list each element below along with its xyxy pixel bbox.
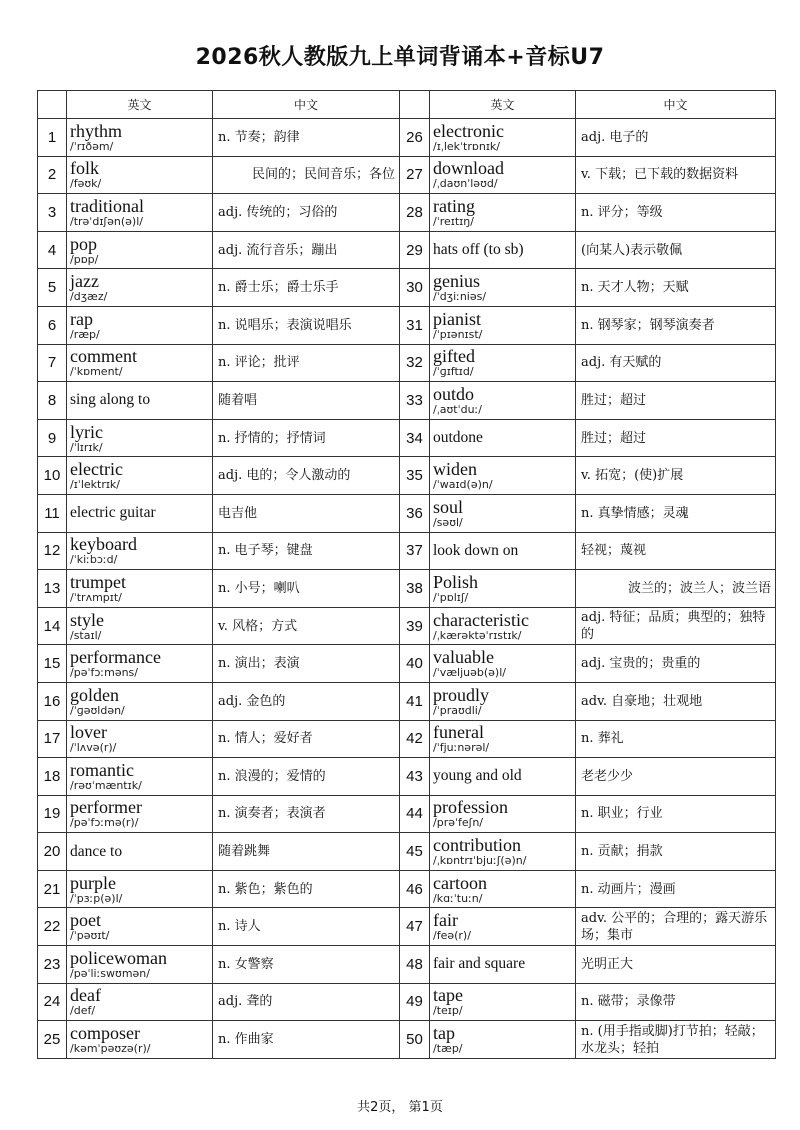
english-word: traditional <box>70 195 144 216</box>
chinese-meaning: adv. 公平的；合理的；露天游乐场；集市 <box>576 908 776 946</box>
entry-english <box>67 194 213 232</box>
english-word: look down on <box>433 541 519 559</box>
phonetic: /ˌdaʊnˈləʊd/ <box>433 177 498 191</box>
english-word: deaf <box>70 985 101 1006</box>
phonetic: /ˈɡəʊldən/ <box>70 703 125 717</box>
entry-english <box>67 607 213 645</box>
entry-english <box>67 908 213 946</box>
entry-english <box>67 645 213 683</box>
english-word: folk <box>70 158 99 179</box>
english-word: rating <box>433 195 475 216</box>
chinese-meaning: 民间的；民间音乐；各位 <box>213 156 400 194</box>
phonetic: /ˈtrʌmpɪt/ <box>70 590 122 604</box>
entry-number: 12 <box>38 532 67 570</box>
english-word: rhythm <box>70 120 122 141</box>
entry-number: 30 <box>400 269 430 307</box>
chinese-meaning: n. 评论；批评 <box>213 344 400 382</box>
english-word: gifted <box>433 346 475 367</box>
entry-number: 1 <box>38 119 67 157</box>
entry-number: 49 <box>400 983 430 1021</box>
chinese-meaning: n. 演出；表演 <box>213 645 400 683</box>
phonetic: /kəmˈpəʊzə(r)/ <box>70 1042 151 1056</box>
entry-number: 23 <box>38 946 67 984</box>
chinese-meaning: 随着唱 <box>213 382 400 420</box>
entry-number: 10 <box>38 457 67 495</box>
table-row <box>38 570 776 608</box>
entry-number: 33 <box>400 382 430 420</box>
entry-english <box>67 1021 213 1059</box>
table-row <box>38 119 776 157</box>
entry-english <box>67 457 213 495</box>
entry-number: 28 <box>400 194 430 232</box>
entry-english <box>67 570 213 608</box>
chinese-meaning: n. 动画片；漫画 <box>576 870 776 908</box>
phonetic: /səʊl/ <box>433 515 463 529</box>
entry-number: 18 <box>38 758 67 796</box>
english-word: fair <box>433 910 458 931</box>
phonetic: /ˈrɪðəm/ <box>70 139 114 153</box>
english-word: trumpet <box>70 571 126 592</box>
chinese-meaning: adj. 电的；令人激动的 <box>213 457 400 495</box>
chinese-meaning: 随着跳舞 <box>213 833 400 871</box>
english-word: performer <box>70 797 142 818</box>
english-word: poet <box>70 910 101 931</box>
entry-number: 7 <box>38 344 67 382</box>
phonetic: /dʒæz/ <box>70 290 108 304</box>
chinese-meaning: n. 诗人 <box>213 908 400 946</box>
english-word: valuable <box>433 647 494 668</box>
chinese-meaning: n. 职业；行业 <box>576 795 776 833</box>
english-word: Polish <box>433 571 479 592</box>
phonetic: /ˈpɜːp(ə)l/ <box>70 891 123 905</box>
entry-number: 47 <box>400 908 430 946</box>
table-row <box>38 532 776 570</box>
entry-number: 15 <box>38 645 67 683</box>
entry-number: 19 <box>38 795 67 833</box>
english-word: contribution <box>433 835 521 856</box>
entry-english <box>67 946 213 984</box>
chinese-meaning: adj. 流行音乐；蹦出 <box>213 231 400 269</box>
entry-number: 37 <box>400 532 430 570</box>
phonetic: /ræp/ <box>70 327 100 341</box>
entry-number: 50 <box>400 1021 430 1059</box>
entry-english <box>430 1021 576 1059</box>
chinese-meaning: n. 抒情的；抒情词 <box>213 419 400 457</box>
entry-number: 16 <box>38 682 67 720</box>
entry-english <box>430 382 576 420</box>
english-word: jazz <box>70 271 99 292</box>
table-row <box>38 682 776 720</box>
entry-english <box>67 156 213 194</box>
english-word: hats off (to sb) <box>433 241 524 259</box>
chinese-meaning: 胜过；超过 <box>576 382 776 420</box>
entry-english <box>430 532 576 570</box>
entry-english <box>430 758 576 796</box>
phonetic: /staɪl/ <box>70 628 102 642</box>
chinese-meaning: adv. 自豪地；壮观地 <box>576 682 776 720</box>
english-word: genius <box>433 271 480 292</box>
chinese-meaning: n. 贡献；捐款 <box>576 833 776 871</box>
phonetic: /kɑːˈtuːn/ <box>433 891 483 905</box>
phonetic: /prəˈfeʃn/ <box>433 816 484 830</box>
english-word: keyboard <box>70 534 137 555</box>
english-word: composer <box>70 1023 140 1044</box>
entry-english <box>430 682 576 720</box>
entry-english <box>67 983 213 1021</box>
entry-number: 35 <box>400 457 430 495</box>
entry-english <box>67 720 213 758</box>
header-en-left: 英文 <box>67 91 213 119</box>
entry-number: 3 <box>38 194 67 232</box>
entry-number: 20 <box>38 833 67 871</box>
chinese-meaning: n. 评分；等级 <box>576 194 776 232</box>
table-row <box>38 1021 776 1059</box>
chinese-meaning: 光明正大 <box>576 946 776 984</box>
entry-number: 24 <box>38 983 67 1021</box>
entry-number: 26 <box>400 119 430 157</box>
entry-english <box>67 344 213 382</box>
entry-number: 48 <box>400 946 430 984</box>
entry-english <box>430 833 576 871</box>
entry-english <box>430 570 576 608</box>
table-row <box>38 720 776 758</box>
chinese-meaning: n. 葬礼 <box>576 720 776 758</box>
table-row <box>38 983 776 1021</box>
phonetic: /ɪˈlektrɪk/ <box>70 478 121 492</box>
phonetic: /ˌkɒntrɪˈbjuːʃ(ə)n/ <box>433 854 527 868</box>
phonetic: /ˈpɒlɪʃ/ <box>433 590 469 604</box>
english-word: cartoon <box>433 872 487 893</box>
entry-english <box>67 419 213 457</box>
english-word: electric guitar <box>70 504 156 522</box>
header-num-right <box>400 91 430 119</box>
chinese-meaning: n. 小号；喇叭 <box>213 570 400 608</box>
english-word: policewoman <box>70 947 167 968</box>
chinese-meaning: 波兰的；波兰人；波兰语 <box>576 570 776 608</box>
chinese-meaning: n. 作曲家 <box>213 1021 400 1059</box>
chinese-meaning: n. 真挚情感；灵魂 <box>576 494 776 532</box>
chinese-meaning: adj. 有天赋的 <box>576 344 776 382</box>
entry-english <box>430 870 576 908</box>
vocabulary-table <box>37 90 776 1059</box>
english-word: outdone <box>433 429 483 447</box>
entry-number: 9 <box>38 419 67 457</box>
entry-english <box>430 119 576 157</box>
phonetic: /fəʊk/ <box>70 177 102 191</box>
english-word: comment <box>70 346 137 367</box>
english-word: lyric <box>70 421 103 442</box>
chinese-meaning: adj. 电子的 <box>576 119 776 157</box>
entry-english <box>430 194 576 232</box>
phonetic: /pəˈfɔːməns/ <box>70 666 138 680</box>
header-en-right: 英文 <box>430 91 576 119</box>
english-word: young and old <box>433 767 522 785</box>
chinese-meaning: n. 磁带；录像带 <box>576 983 776 1021</box>
entry-number: 22 <box>38 908 67 946</box>
entry-english <box>430 156 576 194</box>
phonetic: /ˌaʊtˈduː/ <box>433 402 482 416</box>
entry-number: 2 <box>38 156 67 194</box>
entry-number: 21 <box>38 870 67 908</box>
phonetic: /teɪp/ <box>433 1004 463 1018</box>
entry-english <box>430 645 576 683</box>
entry-english <box>67 870 213 908</box>
chinese-meaning: n. 节奏；韵律 <box>213 119 400 157</box>
chinese-meaning: n. 说唱乐；表演说唱乐 <box>213 306 400 344</box>
chinese-meaning: 胜过；超过 <box>576 419 776 457</box>
phonetic: /ɪˌlekˈtrɒnɪk/ <box>433 139 500 153</box>
entry-english <box>67 119 213 157</box>
english-word: pianist <box>433 308 481 329</box>
table-row <box>38 344 776 382</box>
phonetic: /rəʊˈmæntɪk/ <box>70 778 142 792</box>
english-word: funeral <box>433 722 484 743</box>
table-row <box>38 231 776 269</box>
page-title: 2026秋人教版九上单词背诵本+音标U7 <box>195 45 605 70</box>
chinese-meaning: n. 情人；爱好者 <box>213 720 400 758</box>
english-word: tape <box>433 985 463 1006</box>
table-row <box>38 457 776 495</box>
phonetic: /ˈkɒment/ <box>70 365 123 379</box>
entry-number: 27 <box>400 156 430 194</box>
english-word: electric <box>70 459 123 480</box>
entry-english <box>430 457 576 495</box>
page-footer: 共2页， 第1页 <box>357 1100 443 1115</box>
phonetic: /ˌkærəktəˈrɪstɪk/ <box>433 628 522 642</box>
entry-number: 39 <box>400 607 430 645</box>
table-header-row <box>38 91 776 119</box>
entry-english <box>67 758 213 796</box>
chinese-meaning: n. 演奏者；表演者 <box>213 795 400 833</box>
chinese-meaning: n. (用手指或脚)打节拍；轻敲；水龙头；轻拍 <box>576 1021 776 1059</box>
entry-number: 4 <box>38 231 67 269</box>
phonetic: /pəˈliːswʊmən/ <box>70 966 150 980</box>
english-word: purple <box>70 872 116 893</box>
entry-number: 11 <box>38 494 67 532</box>
phonetic: /pəˈfɔːmə(r)/ <box>70 816 139 830</box>
table-row <box>38 382 776 420</box>
table-row <box>38 194 776 232</box>
chinese-meaning: adj. 金色的 <box>213 682 400 720</box>
english-word: tap <box>433 1023 455 1044</box>
phonetic: /ˈfjuːnərəl/ <box>433 741 490 755</box>
chinese-meaning: 电吉他 <box>213 494 400 532</box>
entry-english <box>67 382 213 420</box>
chinese-meaning: adj. 特征；品质；典型的；独特的 <box>576 607 776 645</box>
entry-english <box>67 494 213 532</box>
phonetic: /ˈvæljuəb(ə)l/ <box>433 666 506 680</box>
table-row <box>38 833 776 871</box>
english-word: rap <box>70 308 93 329</box>
entry-english <box>67 833 213 871</box>
entry-english <box>430 269 576 307</box>
english-word: golden <box>70 684 119 705</box>
table-row <box>38 269 776 307</box>
phonetic: /pɒp/ <box>70 252 99 266</box>
table-row <box>38 946 776 984</box>
entry-number: 36 <box>400 494 430 532</box>
phonetic: /ˈdʒiːniəs/ <box>433 290 487 304</box>
header-zh-left: 中文 <box>213 91 400 119</box>
phonetic: /trəˈdɪʃən(ə)l/ <box>70 214 143 228</box>
table-row <box>38 795 776 833</box>
entry-english <box>67 532 213 570</box>
entry-number: 44 <box>400 795 430 833</box>
english-word: electronic <box>433 120 504 141</box>
entry-english <box>430 494 576 532</box>
entry-number: 45 <box>400 833 430 871</box>
english-word: romantic <box>70 759 134 780</box>
entry-english <box>430 720 576 758</box>
table-row <box>38 306 776 344</box>
entry-number: 14 <box>38 607 67 645</box>
english-word: lover <box>70 722 107 743</box>
chinese-meaning: v. 拓宽；(使)扩展 <box>576 457 776 495</box>
table-row <box>38 645 776 683</box>
entry-number: 32 <box>400 344 430 382</box>
entry-english <box>430 908 576 946</box>
entry-english <box>67 269 213 307</box>
phonetic: /ˈlʌvə(r)/ <box>70 741 117 755</box>
entry-number: 43 <box>400 758 430 796</box>
entry-number: 34 <box>400 419 430 457</box>
chinese-meaning: n. 女警察 <box>213 946 400 984</box>
english-word: download <box>433 158 504 179</box>
chinese-meaning: n. 紫色；紫色的 <box>213 870 400 908</box>
entry-number: 46 <box>400 870 430 908</box>
entry-number: 42 <box>400 720 430 758</box>
phonetic: /ˈkiːbɔːd/ <box>70 553 118 567</box>
phonetic: /ˈpɪənɪst/ <box>433 327 483 341</box>
chinese-meaning: adj. 传统的；习俗的 <box>213 194 400 232</box>
entry-number: 17 <box>38 720 67 758</box>
table-row <box>38 156 776 194</box>
table-row <box>38 908 776 946</box>
chinese-meaning: (向某人)表示敬佩 <box>576 231 776 269</box>
phonetic: /ˈlɪrɪk/ <box>70 440 103 454</box>
entry-english <box>430 795 576 833</box>
english-word: widen <box>433 459 477 480</box>
entry-number: 5 <box>38 269 67 307</box>
entry-number: 40 <box>400 645 430 683</box>
chinese-meaning: n. 浪漫的；爱情的 <box>213 758 400 796</box>
chinese-meaning: n. 爵士乐；爵士乐手 <box>213 269 400 307</box>
phonetic: /ˈpraʊdli/ <box>433 703 482 717</box>
entry-number: 8 <box>38 382 67 420</box>
table-row <box>38 758 776 796</box>
phonetic: /ˈreɪtɪŋ/ <box>433 214 474 228</box>
entry-number: 38 <box>400 570 430 608</box>
chinese-meaning: n. 天才人物；天赋 <box>576 269 776 307</box>
phonetic: /def/ <box>70 1004 96 1018</box>
chinese-meaning: n. 电子琴；键盘 <box>213 532 400 570</box>
phonetic: /tæp/ <box>433 1042 463 1056</box>
english-word: fair and square <box>433 955 526 973</box>
english-word: profession <box>433 797 508 818</box>
header-num-left <box>38 91 67 119</box>
phonetic: /ˈpəʊɪt/ <box>70 929 110 943</box>
chinese-meaning: v. 风格；方式 <box>213 607 400 645</box>
phonetic: /ˈwaɪd(ə)n/ <box>433 478 493 492</box>
entry-english <box>430 983 576 1021</box>
english-word: proudly <box>433 684 489 705</box>
entry-number: 6 <box>38 306 67 344</box>
chinese-meaning: adj. 聋的 <box>213 983 400 1021</box>
table-row <box>38 494 776 532</box>
entry-english <box>67 231 213 269</box>
table-row <box>38 870 776 908</box>
entry-english <box>67 306 213 344</box>
entry-number: 41 <box>400 682 430 720</box>
table-row <box>38 419 776 457</box>
table-row <box>38 607 776 645</box>
entry-english <box>430 946 576 984</box>
entry-english <box>67 795 213 833</box>
english-word: outdo <box>433 383 475 404</box>
chinese-meaning: n. 钢琴家；钢琴演奏者 <box>576 306 776 344</box>
english-word: pop <box>70 233 97 254</box>
entry-english <box>430 231 576 269</box>
header-zh-right: 中文 <box>576 91 776 119</box>
chinese-meaning: 轻视；蔑视 <box>576 532 776 570</box>
entry-english <box>430 607 576 645</box>
entry-english <box>430 306 576 344</box>
chinese-meaning: adj. 宝贵的；贵重的 <box>576 645 776 683</box>
chinese-meaning: v. 下载；已下载的数据资料 <box>576 156 776 194</box>
phonetic: /feə(r)/ <box>433 929 471 943</box>
phonetic: /ˈɡɪftɪd/ <box>433 365 474 379</box>
english-word: soul <box>433 496 464 517</box>
english-word: sing along to <box>70 391 151 409</box>
chinese-meaning: 老老少少 <box>576 758 776 796</box>
entry-number: 29 <box>400 231 430 269</box>
entry-number: 13 <box>38 570 67 608</box>
english-word: characteristic <box>433 609 529 630</box>
entry-number: 25 <box>38 1021 67 1059</box>
entry-english <box>430 419 576 457</box>
english-word: dance to <box>70 842 123 860</box>
english-word: style <box>70 609 104 630</box>
entry-english <box>430 344 576 382</box>
entry-english <box>67 682 213 720</box>
english-word: performance <box>70 647 161 668</box>
entry-number: 31 <box>400 306 430 344</box>
